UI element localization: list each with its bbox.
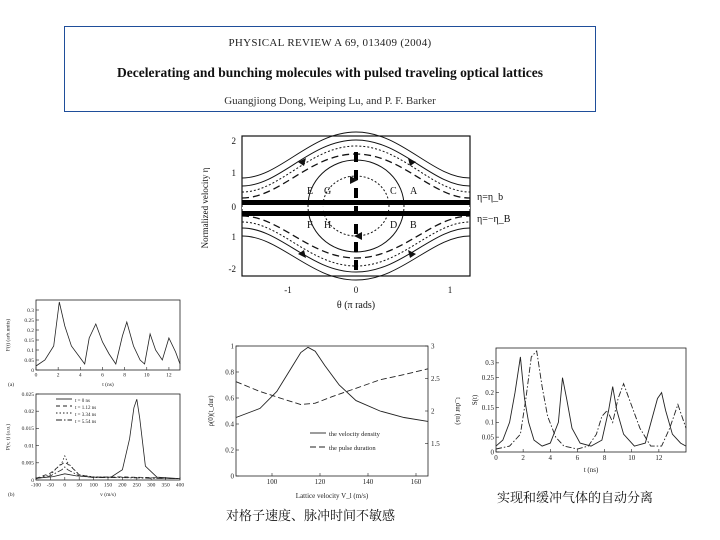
x-tick-label: 2 [56,372,60,379]
phase-ytick-label: -2 [228,264,236,274]
y-axis-label: ρ(0)(t_dur) [207,395,215,427]
x-tick-label: 10 [628,454,636,462]
x-axis-label: v (m/s) [100,492,116,498]
x-tick-label: 12 [655,454,663,462]
eta-b-annotation: η=η_b [477,192,504,203]
chart-separation-signal [470,344,692,474]
x-tick-label: 8 [123,372,126,379]
x-tick-label: -100 [30,482,42,489]
series-line [36,399,180,478]
x-tick-label: 0 [34,372,38,379]
x-tick-label: 400 [175,482,185,489]
plot-frame [236,346,428,476]
legend-label: the pulse duration [329,445,376,452]
y-tick-label: 0.2 [225,446,234,455]
phase-ylabel: Normalized velocity η [200,167,210,249]
y-tick-label: 0.2 [485,388,494,397]
y-tick-label: 0.025 [21,391,34,398]
series-line [236,369,428,405]
phase-point-label: A [410,186,418,197]
phase-xtick-label: 0 [353,285,359,295]
legend-label: t = 0 ns [75,399,90,404]
x-tick-label: 0 [494,454,498,462]
panel-label: (a) [8,382,15,388]
y-tick-label: 0.2 [27,327,34,334]
y-tick-label: 0 [230,472,234,481]
x-tick-label: 50 [76,482,82,489]
y-tick-label: 0.4 [225,420,234,429]
x-axis-label: t (ns) [102,382,114,388]
y-tick-label: 0.01 [24,443,34,450]
phase-xlabel: θ (π rads) [336,300,376,311]
x-tick-label: 12 [166,372,172,379]
x-tick-label: -50 [46,482,55,489]
caption-lattice-insensitive: 对格子速度、脉冲时间不敏感 [226,509,396,524]
y-axis-label: S(t) [471,394,479,406]
y2-tick-label: 2 [431,407,435,416]
x-tick-label: 0 [63,482,67,489]
paper-title: Decelerating and bunching molecules with pulsed traveling optical lattices [117,65,543,80]
phase-space-diagram [200,126,530,316]
phase-ytick-label: 1 [231,232,236,242]
journal-reference: PHYSICAL REVIEW A 69, 013409 (2004) [228,37,432,49]
phase-ytick-label: 1 [231,168,236,178]
x-tick-label: 160 [410,478,422,486]
y-tick-label: 0.25 [24,317,34,324]
y2-axis-label: t_dur (ns) [454,397,462,425]
series-line [236,347,428,421]
y-tick-label: 0.25 [481,374,494,383]
x-tick-label: 100 [266,478,278,486]
series-line [36,302,180,366]
separatrix-band-upper [242,200,470,205]
y-axis-label: P(v, t) (a.u.) [5,423,12,451]
panel-label: (b) [8,492,15,498]
plot-frame [36,300,180,370]
legend-label: t = 1.12 ns [75,406,97,411]
y-tick-label: 0.3 [485,359,494,368]
y-tick-label: 0.15 [481,403,494,412]
chart-lattice-velocity [206,340,460,500]
y-tick-label: 0.3 [27,307,34,314]
phase-point-label: B [410,220,417,231]
paper-authors: Guangjiong Dong, Weiping Lu, and P. F. Barker [224,95,436,107]
x-tick-label: 6 [575,454,580,462]
y-tick-label: 0 [31,477,34,484]
y-tick-label: 0.15 [24,337,34,344]
x-tick-label: 350 [161,482,170,489]
x-tick-label: 100 [89,482,98,489]
eta-neg-b-annotation: η=−η_B [477,214,511,225]
phase-ytick-label: 0 [231,202,236,212]
x-tick-label: 10 [144,372,150,379]
phase-xtick-label: -1 [284,285,292,295]
x-tick-label: 300 [147,482,156,489]
legend-label: t = 3.34 ns [75,413,97,418]
arrow-icon [298,250,306,258]
x-tick-label: 200 [118,482,127,489]
x-tick-label: 6 [101,372,104,379]
chart-fluorescence-panel-a [4,296,184,388]
x-tick-label: 2 [521,454,525,462]
y2-tick-label: 3 [431,342,435,351]
x-tick-label: 250 [132,482,141,489]
y-tick-label: 0.05 [24,357,34,364]
y-tick-label: 0.015 [21,426,34,433]
caption-buffer-gas-separation: 实现和缓冲气体的自动分离 [497,491,654,506]
series-line [36,462,180,479]
x-tick-label: 120 [314,478,326,486]
legend-label: the velocity density [329,431,380,438]
y-axis-label: F(t) (arb.units) [5,318,12,352]
y2-tick-label: 1.5 [431,439,440,448]
legend-label: t = 5.54 ns [75,420,97,425]
y-tick-label: 1 [230,342,234,351]
phase-point-label: C [390,186,397,197]
phase-point-label: D [390,220,398,231]
x-tick-label: 8 [602,454,607,462]
phase-point-label: F [307,220,313,231]
x-tick-label: 4 [78,372,82,379]
y-tick-label: 0 [490,448,494,457]
y-tick-label: 0.1 [485,418,494,427]
x-tick-label: 150 [103,482,113,489]
y-tick-label: 0.05 [481,433,494,442]
paper-header-box [64,26,596,112]
x-axis-label: Lattice velocity V_l (m/s) [295,492,369,500]
phase-ytick-label: 2 [231,136,236,146]
phase-point-label: E [307,186,314,197]
x-tick-label: 4 [548,454,553,462]
series-line [496,357,686,446]
phase-point-label: G [324,186,332,197]
y-tick-label: 0 [31,367,34,374]
y-tick-label: 0.1 [27,347,34,354]
y-tick-label: 0.02 [24,409,34,416]
y-tick-label: 0.6 [225,394,234,403]
phase-xtick-label: 1 [447,285,453,295]
y2-tick-label: 2.5 [431,374,440,383]
x-tick-label: 140 [362,478,374,486]
y-tick-label: 0.005 [21,460,34,467]
y-tick-label: 0.8 [225,368,234,377]
chart-velocity-distribution-panel-b [4,390,184,498]
phase-point-label: H [324,220,332,231]
x-axis-label: t (ns) [583,466,599,474]
